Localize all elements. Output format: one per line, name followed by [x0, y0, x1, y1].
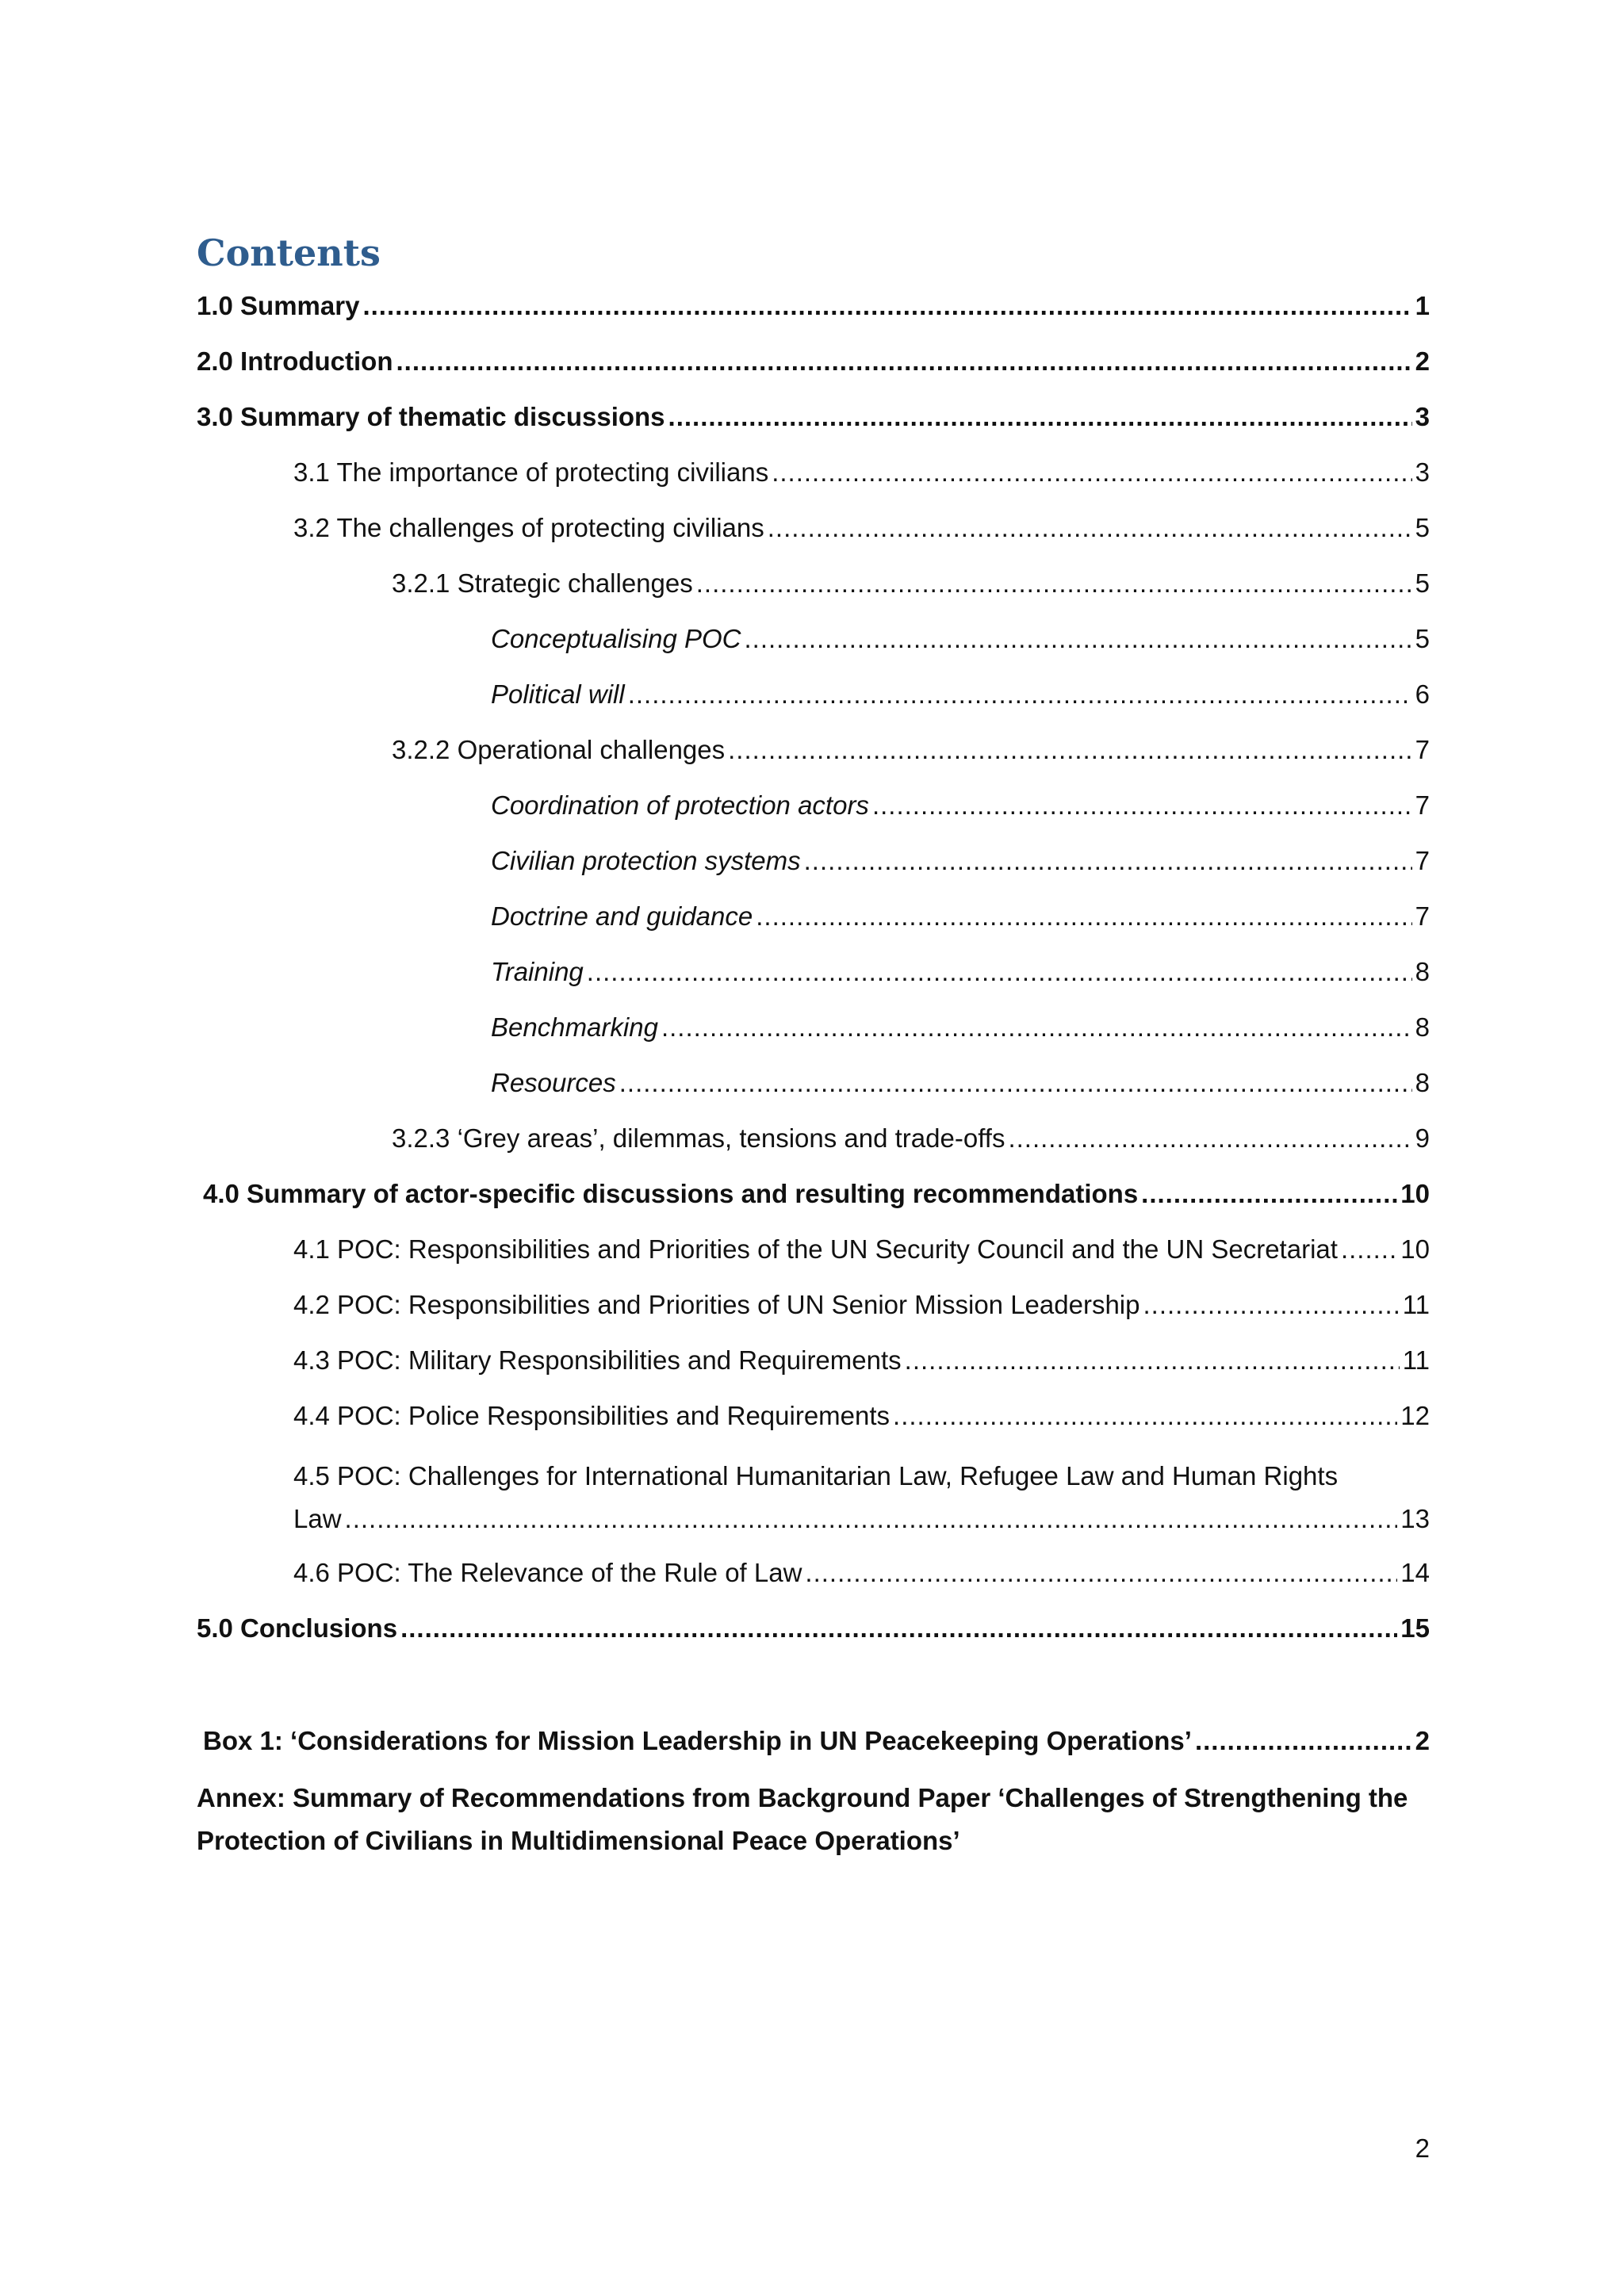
- dot-leader: [1143, 1285, 1400, 1325]
- toc-entry-4-4[interactable]: [293, 1396, 1430, 1436]
- toc-entry-page: 8: [1415, 957, 1430, 986]
- toc-entry-coordination[interactable]: [491, 786, 1430, 825]
- toc-entry-title: 4.3 POC: Military Responsibilities and Requirements: [293, 1345, 902, 1375]
- dot-leader: [728, 730, 1412, 770]
- dot-leader: [1141, 1174, 1397, 1214]
- dot-leader: [872, 786, 1412, 825]
- dot-leader: [745, 619, 1412, 659]
- toc-entry-title: 3.1 The importance of protecting civilians: [293, 457, 769, 487]
- annex-line1: Annex: Summary of Recommendations from Background Paper ‘Challenges of Strengthening the: [197, 1783, 1408, 1812]
- toc-entry-3-2-3[interactable]: [392, 1119, 1430, 1158]
- dot-leader: [905, 1341, 1400, 1380]
- toc-entry-box-1[interactable]: [203, 1721, 1430, 1761]
- toc-entry-page: 8: [1415, 1012, 1430, 1042]
- toc-entry-page: 10: [1400, 1234, 1430, 1264]
- dot-leader: [805, 1553, 1397, 1593]
- toc-entry-title: Conceptualising POC: [491, 624, 741, 653]
- toc-entry-page: 12: [1400, 1401, 1430, 1430]
- dot-leader: [362, 286, 1411, 326]
- toc-entry-page: 13: [1400, 1504, 1430, 1533]
- dot-leader: [661, 1008, 1412, 1047]
- toc-entry-doctrine-guidance[interactable]: [491, 897, 1430, 936]
- dot-leader: [893, 1396, 1397, 1436]
- toc-entry-page: 7: [1415, 901, 1430, 931]
- page-title: Contents: [197, 232, 381, 274]
- dot-leader: [772, 453, 1411, 492]
- toc-entry-title-line1: 4.5 POC: Challenges for International Humanitarian Law, Refugee Law and Human Rights: [293, 1461, 1339, 1490]
- toc-entry-4-3[interactable]: [293, 1341, 1430, 1380]
- toc-entry-thematic-discussions[interactable]: [197, 397, 1430, 437]
- toc-entry-introduction[interactable]: [197, 342, 1430, 381]
- dot-leader: [587, 952, 1412, 992]
- toc-entry-title: Civilian protection systems: [491, 846, 801, 875]
- toc-entry-title: Box 1: ‘Considerations for Mission Leadership in UN Peacekeeping Operations’: [203, 1726, 1192, 1755]
- toc-entry-title: 3.2.3 ‘Grey areas’, dilemmas, tensions and trade-offs: [392, 1123, 1005, 1153]
- dot-leader: [619, 1063, 1412, 1103]
- toc-entry-title: Benchmarking: [491, 1012, 658, 1042]
- toc-entry-page: 14: [1400, 1558, 1430, 1587]
- toc-entry-page: 7: [1415, 790, 1430, 820]
- toc-entry-political-will[interactable]: [491, 675, 1430, 714]
- dot-leader: [768, 508, 1412, 548]
- toc-entry-title: 3.2 The challenges of protecting civilians: [293, 513, 764, 542]
- toc-entry-title: 4.2 POC: Responsibilities and Priorities of UN Senior Mission Leadership: [293, 1290, 1140, 1319]
- toc-entry-title: 3.2.1 Strategic challenges: [392, 568, 693, 598]
- toc-entry-summary[interactable]: [197, 286, 1430, 326]
- dot-leader: [1195, 1721, 1412, 1761]
- page-number: 2: [1415, 2133, 1430, 2163]
- toc-entry-title: Doctrine and guidance: [491, 901, 753, 931]
- toc-entry-title: 3.0 Summary of thematic discussions: [197, 402, 665, 431]
- toc-entry-3-1[interactable]: [293, 453, 1430, 492]
- toc-entry-title: Resources: [491, 1068, 616, 1097]
- toc-entry-page: 3: [1415, 457, 1430, 487]
- toc-entry-civilian-protection-systems[interactable]: [491, 841, 1430, 881]
- dot-leader: [628, 675, 1412, 714]
- annex-line2: Protection of Civilians in Multidimensional Peace Operations’: [197, 1826, 960, 1855]
- toc-entry-3-2-2[interactable]: [392, 730, 1430, 770]
- toc-entry-page: 9: [1415, 1123, 1430, 1153]
- toc-entry-page: 6: [1415, 679, 1430, 709]
- toc-entry-page: 2: [1415, 346, 1430, 376]
- toc-entry-page: 10: [1400, 1179, 1430, 1208]
- dot-leader: [345, 1498, 1398, 1540]
- toc-entry-page: 7: [1415, 735, 1430, 764]
- toc-entry-page: 5: [1415, 624, 1430, 653]
- toc-entry-3-2[interactable]: [293, 508, 1430, 548]
- toc-entry-page: 8: [1415, 1068, 1430, 1097]
- toc-entry-title: 4.0 Summary of actor-specific discussions and resulting recommendations: [203, 1179, 1139, 1208]
- toc-entry-benchmarking[interactable]: [491, 1008, 1430, 1047]
- dot-leader: [756, 897, 1411, 936]
- dot-leader: [396, 342, 1412, 381]
- toc-entry-title: 1.0 Summary: [197, 291, 360, 320]
- toc-entry-annex[interactable]: [197, 1777, 1430, 1862]
- toc-entry-title: 4.6 POC: The Relevance of the Rule of Law: [293, 1558, 802, 1587]
- toc-entry-3-2-1[interactable]: [392, 564, 1430, 603]
- toc-entry-conceptualising-poc[interactable]: [491, 619, 1430, 659]
- toc-entry-conclusions[interactable]: [197, 1609, 1430, 1648]
- toc-entry-4-2[interactable]: [293, 1285, 1430, 1325]
- toc-entry-page: 3: [1415, 402, 1430, 431]
- toc-entry-title: 5.0 Conclusions: [197, 1613, 398, 1643]
- toc-entry-page: 15: [1400, 1613, 1430, 1643]
- toc-entry-training[interactable]: [491, 952, 1430, 992]
- dot-leader: [668, 397, 1412, 437]
- toc-entry-title: Training: [491, 957, 584, 986]
- toc-entry-page: 11: [1402, 1290, 1430, 1319]
- toc-entry-title: 2.0 Introduction: [197, 346, 393, 376]
- toc-entry-page: 1: [1415, 291, 1430, 320]
- toc-entry-page: 11: [1402, 1345, 1430, 1375]
- toc-entry-title: 4.4 POC: Police Responsibilities and Requirements: [293, 1401, 891, 1430]
- dot-leader: [804, 841, 1412, 881]
- toc-entry-4-6[interactable]: [293, 1553, 1430, 1593]
- toc-entry-actor-specific[interactable]: [203, 1174, 1430, 1214]
- dot-leader: [1008, 1119, 1411, 1158]
- toc-entry-page: 2: [1415, 1726, 1430, 1755]
- toc-entry-title-line2: Law: [293, 1504, 342, 1533]
- toc-entry-title: Coordination of protection actors: [491, 790, 869, 820]
- dot-leader: [696, 564, 1412, 603]
- toc-entry-page: 7: [1415, 846, 1430, 875]
- toc-entry-page: 5: [1415, 568, 1430, 598]
- toc-entry-4-5[interactable]: [293, 1455, 1430, 1540]
- toc-entry-page: 5: [1415, 513, 1430, 542]
- toc-entry-title: 4.1 POC: Responsibilities and Priorities of the UN Security Council and the UN Secretariat: [293, 1234, 1338, 1264]
- toc-entry-title: Political will: [491, 679, 625, 709]
- toc-entry-resources[interactable]: [491, 1063, 1430, 1103]
- dot-leader: [400, 1609, 1397, 1648]
- toc-entry-4-1[interactable]: [293, 1230, 1430, 1269]
- toc-entry-title: 3.2.2 Operational challenges: [392, 735, 726, 764]
- dot-leader: [1341, 1230, 1397, 1269]
- toc-entry-line2: [293, 1498, 1430, 1540]
